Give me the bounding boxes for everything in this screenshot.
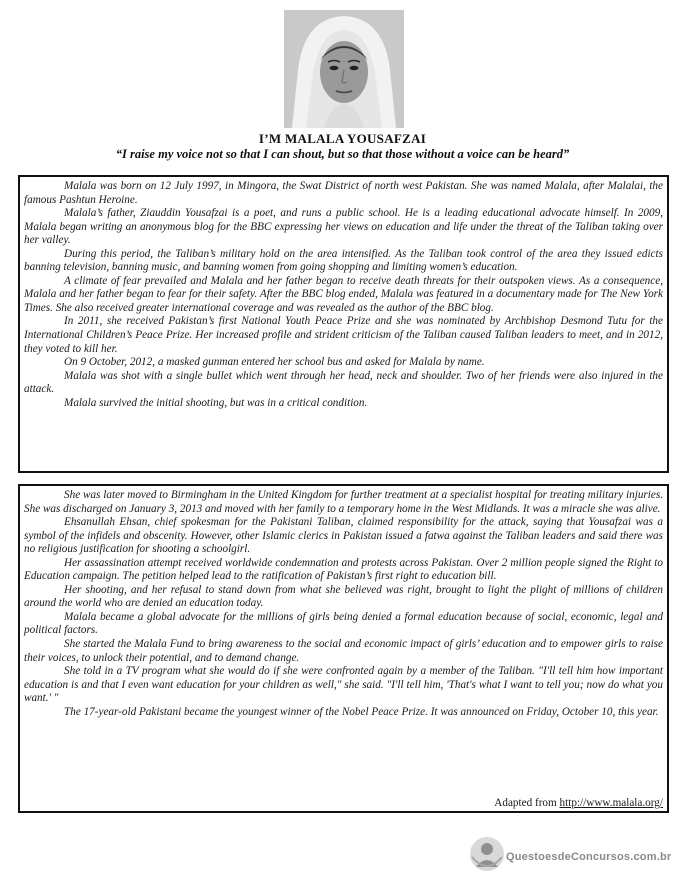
source-link[interactable]: http://www.malala.org/	[559, 797, 663, 809]
paragraph: During this period, the Taliban’s military hold on the area intensified. As the Taliban took control of the area they issued edicts banning television, banning music, and banning women from going shopping and limiting women’s education.	[24, 247, 663, 274]
paragraph: On 9 October, 2012, a masked gunman entered her school bus and asked for Malala by name.	[64, 356, 485, 369]
paragraph: In 2011, she received Pakistan’s first National Youth Peace Prize and she was nominated by Archbishop Desmond Tutu for the International Children’s Peace Prize. Her increased profile and strident criticism of the Taliban caused Taliban leaders to meet, and in 2012, they voted to kill her.	[24, 315, 663, 355]
paragraph: Malala was born on 12 July 1997, in Mingora, the Swat District of north west Pakistan. She was named Malala, after Malalai, the famous Pashtun Heroine.	[24, 180, 663, 206]
portrait-photo	[284, 10, 404, 128]
watermark-logo-icon	[468, 835, 506, 873]
paragraph: Malala survived the initial shooting, but was in a critical condition.	[64, 396, 368, 409]
paragraph: Malala was shot with a single bullet which went through her head, neck and shoulder. Two of her friends were also injured in the attack.	[24, 369, 663, 396]
biography-box-2	[18, 484, 669, 813]
paragraph: Her shooting, and her refusal to stand down from what she believed was right, brought to light the plight of millions of children around the world who are denied an education today.	[24, 583, 663, 610]
paragraph: She was later moved to Birmingham in the United Kingdom for further treatment at a specialist hospital for treating military injuries. She was discharged on January 3, 2013 and moved with her family to a temporary home in the West Midlands. It was a miracle she was alive.	[24, 489, 663, 515]
watermark-text: QuestoesdeConcursos.com.br	[506, 851, 672, 863]
source-prefix: Adapted from	[494, 797, 560, 809]
paragraph: Malala’s father, Ziauddin Yousafzai is a poet, and runs a public school. He is a leading educational advocate himself. In 2009, Malala began writing an anonymous blog for the BBC expressing her views on education and life under the threat of the Taliban taking over her valley.	[24, 207, 663, 247]
biography-box-1	[18, 175, 669, 473]
source-citation	[494, 797, 663, 809]
quote-subtitle: “I raise my voice not so that I can shout, but so that those without a voice can be heard”	[115, 147, 570, 161]
watermark	[468, 835, 680, 873]
paragraph: A climate of fear prevailed and Malala and her father began to receive death threats for their outspoken views. As a consequence, Malala and her father began to fear for their safety. After the BBC blog ended, Malala was featured in a documentary made for The New York Times. She also received greater international coverage and was revealed as the author of the BBC blog.	[24, 274, 663, 314]
paragraph: Malala became a global advocate for the millions of girls being denied a formal education because of social, economic, legal and political factors.	[24, 610, 663, 637]
paragraph: She told in a TV program what she would do if she were confronted again by a member of the Taliban. "I'll tell him how important education is and that I even want education for your children as well," she said. "I'll tell him, 'That's what I want to tell you; now do what you want.' "	[24, 665, 663, 705]
paragraph: Ehsanullah Ehsan, chief spokesman for the Pakistani Taliban, claimed responsibility for the attack, saying that Yousafzai was a symbol of the infidels and obscenity. However, other Islamic clerics in Pakistan issued a fatwa against the Taliban leaders and said there was no religious justification for shooting a schoolgirl.	[24, 516, 663, 556]
paragraph: The 17-year-old Pakistani became the youngest winner of the Nobel Peace Prize. It was announced on Friday, October 10, this year.	[64, 705, 659, 718]
page-title: I’M MALALA YOUSAFZAI	[258, 131, 427, 146]
paragraph: She started the Malala Fund to bring awareness to the social and economic impact of girls’ education and to empower girls to raise their voices, to unlock their potential, and to demand change.	[24, 638, 663, 664]
paragraph: Her assassination attempt received worldwide condemnation and protests across Pakistan. Over 2 million people signed the Right to Education campaign. The petition helped lead to the ratification of Pakistan’s first right to education bill.	[24, 556, 663, 583]
